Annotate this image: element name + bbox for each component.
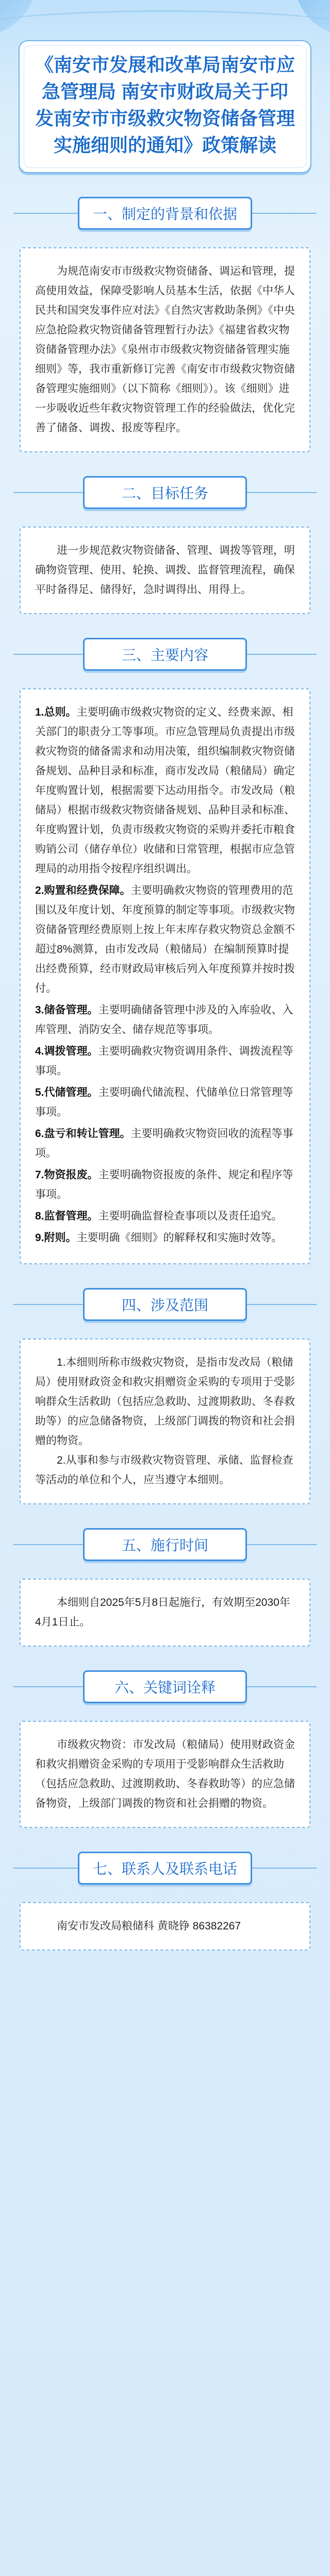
- heading-divider-left: [13, 654, 83, 655]
- heading-divider-left: [13, 213, 78, 214]
- section-heading: 五、施行时间: [83, 1528, 247, 1561]
- item-label: 6.盘亏和转让管理。: [35, 1128, 131, 1140]
- heading-divider-right: [247, 1544, 317, 1545]
- item-label: 5.代储管理。: [35, 1087, 98, 1098]
- list-item: [35, 1001, 295, 1040]
- heading-divider-right: [247, 492, 317, 493]
- heading-divider-left: [13, 1544, 83, 1545]
- item-text: 主要明确救灾物资的管理费用的范围以及年度计划、年度预算的制定等事项。市级救灾物资储备管理经费原则上按上年末库存救灾物资总金额不超过8%测算，由市发改局（粮储局）在编制预算时提出经费预算，经市财政局审核后列入年度预算并按时拨付。: [35, 885, 295, 994]
- section-heading-row: [13, 1288, 317, 1321]
- list-item: [35, 1083, 295, 1122]
- list-item: [35, 1124, 295, 1163]
- section-card: [20, 247, 310, 452]
- item-text: 主要明确救灾物资调用条件、调拨流程等事项。: [35, 1045, 293, 1077]
- item-label: 3.储备管理。: [35, 1004, 98, 1016]
- section-heading-row: [13, 197, 317, 230]
- heading-divider-left: [13, 1304, 83, 1305]
- section-background: [13, 197, 317, 452]
- list-item: [35, 1042, 295, 1081]
- item-text: 主要明确监督检查事项以及责任追究。: [98, 1210, 283, 1222]
- list-item: [35, 881, 295, 998]
- paragraph: 本细则自2025年5月8日起施行，有效期至2030年4月1日止。: [35, 1597, 290, 1628]
- page-title: 《南安市发展和改革局南安市应急管理局 南安市财政局关于印发南安市市级救灾物资储备管理实施细则的通知》政策解读: [35, 54, 295, 156]
- section-card: [20, 527, 310, 614]
- paragraph: 进一步规范救灾物资储备、管理、调拨等管理，明确物资管理、使用、轮换、调拨、监督管理流程，确保平时备得足、储得好，急时调得出、用得上。: [35, 545, 295, 596]
- item-text: 主要明确市级救灾物资的定义、经费来源、相关部门的职责分工等事项。市应急管理局负责提出市级救灾物资的储备需求和动用决策，组织编制救灾物资储备规划、品种目录和标准，商市发改局（粮储局）确定年度购置计划，根据需要下达动用指令。市发改局（粮储局）根据市级救灾物资储备规划、品种目录和标准、年度购置计划，负责市级救灾物资的采购并委托市粮食购销公司（储存单位）收储和日常管理，根据市应急管理局的动用指令按程序组织调出。: [35, 706, 295, 875]
- section-card: [20, 1579, 310, 1647]
- item-label: 1.总则。: [35, 706, 77, 718]
- section-heading-row: [13, 1670, 317, 1703]
- paragraph: 为规范南安市市级救灾物资储备、调运和管理，提高使用效益，保障受影响人员基本生活，依据《中华人民共和国突发事件应对法》《自然灾害救助条例》《中央应急抢险救灾物资储备管理暂行办法》《福建省救灾物资储备管理办法》《泉州市市级救灾物资储备管理实施细则》等，我市重新修订完善《南安市市级救灾物资储备管理实施细则》（以下简称《细则》）。该《细则》进一步吸收近些年救灾物资管理工作的经验做法，优化完善了储备、调拨、报废等程序。: [35, 265, 295, 434]
- title-banner: [19, 40, 311, 173]
- heading-divider-right: [252, 213, 317, 214]
- heading-divider-right: [247, 654, 317, 655]
- item-text: 主要明确《细则》的解释权和实施时效等。: [76, 1232, 283, 1244]
- heading-divider-left: [13, 1686, 83, 1687]
- item-text: 主要明确物资报废的条件、规定和程序等事项。: [35, 1169, 293, 1200]
- section-heading: 四、涉及范围: [83, 1288, 247, 1321]
- section-heading-row: [13, 476, 317, 509]
- section-card: [20, 1338, 310, 1504]
- list-item: [35, 703, 295, 879]
- section-heading: 六、关键词诠释: [83, 1670, 247, 1703]
- section-effective-date: [13, 1528, 317, 1647]
- list-item: [35, 1228, 295, 1248]
- section-keywords: [13, 1670, 317, 1828]
- heading-divider-right: [252, 1868, 317, 1869]
- section-card: [20, 688, 310, 1264]
- section-heading: 二、目标任务: [83, 476, 247, 509]
- item-label: 9.附则。: [35, 1232, 77, 1244]
- section-card: [20, 1902, 310, 1951]
- section-card: [20, 1721, 310, 1828]
- section-heading-row: [13, 1528, 317, 1561]
- item-text: 主要明确代储流程、代储单位日常管理等事项。: [35, 1087, 293, 1118]
- heading-divider-right: [247, 1686, 317, 1687]
- section-heading: 七、联系人及联系电话: [78, 1852, 252, 1885]
- heading-divider-left: [13, 492, 83, 493]
- item-label: 4.调拨管理。: [35, 1045, 98, 1057]
- list-item: [35, 1165, 295, 1205]
- section-contact: [13, 1852, 317, 1951]
- item-text: 主要明确储备管理中涉及的入库验收、入库管理、消防安全、储存规范等事项。: [35, 1004, 293, 1036]
- item-label: 7.物资报废。: [35, 1169, 98, 1181]
- section-heading-row: [13, 1852, 317, 1885]
- heading-divider-left: [13, 1868, 78, 1869]
- paragraph: 市级救灾物资：市发改局（粮储局）使用财政资金和救灾捐赠资金采购的专项用于受影响群众生活救助（包括应急救助、过渡期救助、冬春救助等）的应急储备物资，上级部门调拨的物资和社会捐赠的物资。: [35, 1739, 295, 1809]
- contact-info: 南安市发改局粮储科 黄晓铮 86382267: [57, 1920, 241, 1932]
- paragraph: 1.本细则所称市级救灾物资，是指市发改局（粮储局）使用财政资金和救灾捐赠资金采购的专项用于受影响群众生活救助（包括应急救助、过渡期救助、冬春救助等）的应急储备物资，上级部门调拨的物资和社会捐赠的物资。: [35, 1357, 295, 1447]
- list-item: [35, 1207, 295, 1226]
- item-text: 主要明确救灾物资回收的流程等事项。: [35, 1128, 293, 1159]
- section-heading: 一、制定的背景和依据: [78, 197, 252, 230]
- item-label: 2.购置和经费保障。: [35, 885, 131, 896]
- section-heading-row: [13, 638, 317, 671]
- section-main-content: [13, 638, 317, 1264]
- section-heading: 三、主要内容: [83, 638, 247, 671]
- heading-divider-right: [247, 1304, 317, 1305]
- section-goals: [13, 476, 317, 614]
- item-label: 8.监督管理。: [35, 1210, 98, 1222]
- section-scope: [13, 1288, 317, 1504]
- paragraph: 2.从事和参与市级救灾物资管理、承储、监督检查等活动的单位和个人，应当遵守本细则。: [35, 1454, 293, 1486]
- footer-spacer: [13, 1951, 317, 1997]
